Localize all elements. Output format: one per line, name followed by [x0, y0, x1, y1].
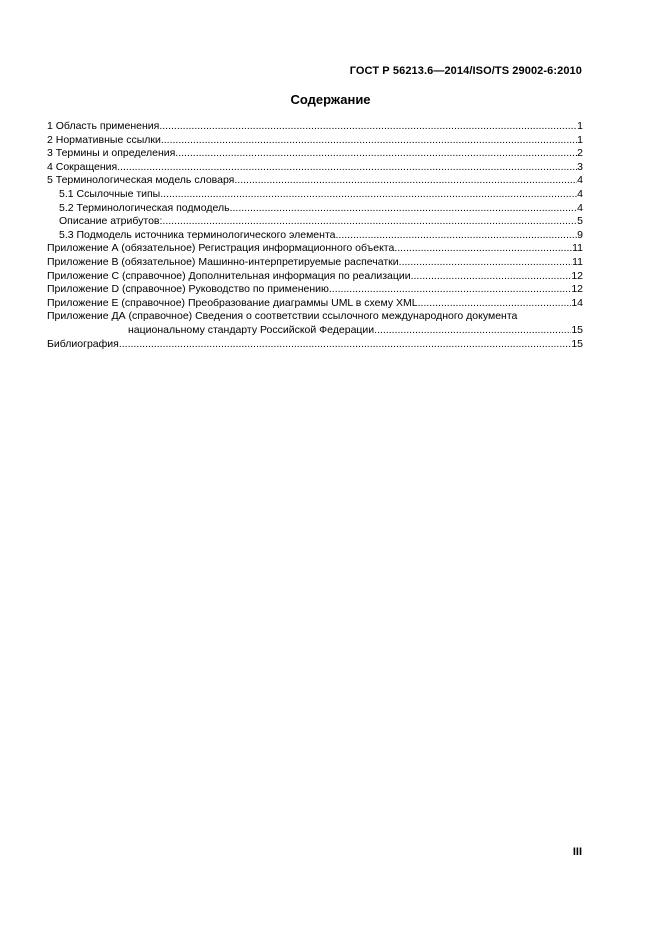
toc-entry-page: 5: [577, 215, 583, 228]
toc-leader-dots: [329, 283, 571, 297]
toc-entry-page: 1: [577, 120, 583, 132]
toc-entry-source-submodel[interactable]: [47, 229, 583, 243]
toc-entry-text: Приложение В (обязательное) Машинно-интерпретируемые распечатки: [47, 255, 399, 268]
toc-leader-dots: [160, 188, 577, 202]
toc-entry-page: 4: [577, 201, 583, 214]
toc-leader-dots: [162, 215, 577, 229]
toc-entry-text-continued: национальному стандарту Российской Федерации: [128, 323, 375, 336]
toc-entry-text: Приложение ДА (справочное) Сведения о соответствии ссылочного международного документа: [47, 310, 518, 323]
toc-entry-page: 15: [571, 337, 583, 350]
toc-entry-page: 12: [571, 283, 583, 296]
toc-entry-page: 3: [577, 160, 583, 173]
toc-leader-dots: [234, 174, 577, 188]
toc-entry-text: Библиография: [47, 337, 119, 350]
toc-entry-text: Описание атрибутов:: [59, 215, 163, 228]
toc-entry-terminology-submodel[interactable]: [47, 202, 583, 216]
toc-entry-annex-da[interactable]: [47, 310, 583, 337]
toc-entry-text: 1 Область применения: [47, 120, 160, 132]
toc-entry-text: Приложение Е (справочное) Преобразование диаграммы UML в схему XML: [47, 296, 418, 309]
toc-entry-page: 12: [571, 269, 583, 282]
toc-entry-text: 2 Нормативные ссылки: [47, 133, 161, 146]
toc-leader-dots: [394, 242, 572, 256]
toc-entry-scope[interactable]: [47, 120, 583, 134]
toc-entry-page: 14: [571, 296, 583, 309]
toc-entry-page: 4: [577, 174, 583, 187]
toc-entry-text: Приложение С (справочное) Дополнительная информация по реализации: [47, 269, 411, 282]
toc-entry-text: 5.3 Подмодель источника терминологического элемента: [59, 228, 336, 241]
toc-entry-annex-d[interactable]: [47, 283, 583, 297]
toc-entry-text: Приложение А (обязательное) Регистрация информационного объекта: [47, 242, 395, 255]
toc-entry-annex-a[interactable]: [47, 242, 583, 256]
toc-entry-annex-b[interactable]: [47, 256, 583, 270]
toc-entry-text: 4 Сокращения: [47, 160, 118, 173]
toc-entry-bibliography[interactable]: [47, 338, 583, 352]
toc-entry-page: 1: [577, 133, 583, 146]
toc-leader-dots: [411, 270, 572, 284]
toc-leader-dots: [159, 120, 577, 134]
toc-entry-attribute-description[interactable]: [47, 215, 583, 229]
toc-entry-text: 5 Терминологическая модель словаря: [47, 174, 235, 187]
toc-entry-page: 15: [571, 323, 583, 336]
toc-leader-dots: [230, 202, 578, 216]
toc-leader-dots: [175, 147, 577, 161]
toc-entry-page: 2: [577, 147, 583, 160]
page-number: III: [572, 846, 582, 858]
toc-entry-abbreviations[interactable]: [47, 161, 583, 175]
toc-entry-text: 3 Термины и определения: [47, 147, 176, 160]
toc-entry-text: 5.2 Терминологическая подмодель: [59, 201, 230, 214]
toc-entry-annex-e[interactable]: [47, 297, 583, 311]
toc-leader-dots: [374, 324, 571, 338]
toc-entry-annex-c[interactable]: [47, 270, 583, 284]
toc-entry-page: 11: [572, 255, 583, 268]
toc-leader-dots: [418, 297, 572, 311]
toc-entry-reference-types[interactable]: [47, 188, 583, 202]
toc-entry-text: Приложение D (справочное) Руководство по применению: [47, 283, 329, 296]
toc-entry-page: 9: [577, 228, 583, 241]
toc-leader-dots: [335, 229, 577, 243]
document-code: ГОСТ Р 56213.6—2014/ISO/TS 29002-6:2010: [349, 65, 582, 77]
toc-entry-text: 5.1 Ссылочные типы: [59, 187, 161, 200]
page-title: Содержание: [290, 92, 371, 107]
toc-entry-normative-references[interactable]: [47, 134, 583, 148]
toc-entry-page: 4: [577, 187, 583, 200]
toc-entry-page: 11: [572, 242, 583, 255]
toc-leader-dots: [117, 161, 577, 175]
toc-entry-terms-definitions[interactable]: [47, 147, 583, 161]
toc-leader-dots: [119, 338, 571, 352]
toc-entry-terminology-model[interactable]: [47, 174, 583, 188]
table-of-contents: [47, 120, 583, 351]
toc-leader-dots: [161, 134, 577, 148]
toc-leader-dots: [399, 256, 572, 270]
